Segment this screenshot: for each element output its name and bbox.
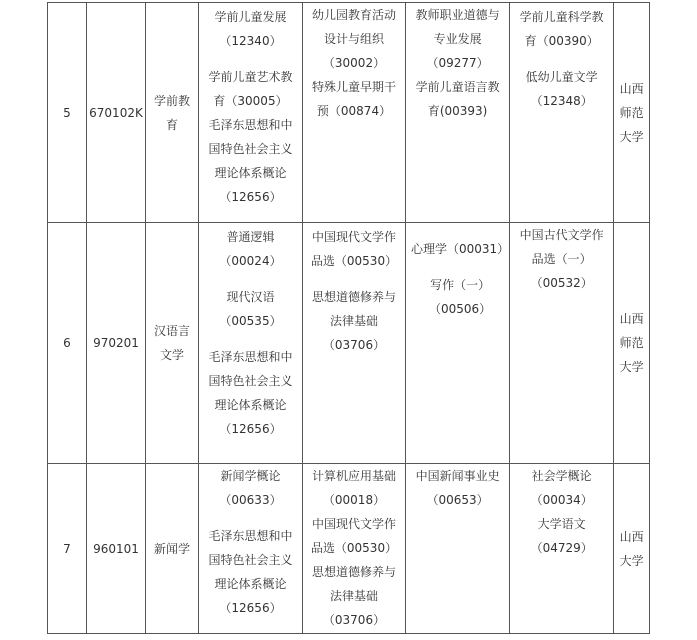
course-cell: 普通逻辑 （00024） 现代汉语 （00535） 毛泽东思想和中 国特色社会主义 理论体系概论 （12656）	[199, 223, 303, 464]
table-row	[48, 223, 650, 464]
row-number: 6	[48, 223, 87, 464]
major-code: 970201	[87, 223, 146, 464]
course-cell: 中国古代文学作 品选（一） （00532）	[510, 223, 614, 464]
row-number: 7	[48, 464, 87, 634]
major-code: 670102K	[87, 3, 146, 223]
course-cell: 教师职业道德与 专业发展 （09277） 学前儿童语言教 育(00393)	[406, 3, 510, 223]
course-cell: 学前儿童科学教 育（00390） 低幼儿童文学 （12348）	[510, 3, 614, 223]
major-code: 960101	[87, 464, 146, 634]
major-name: 汉语言 文学	[146, 223, 199, 464]
exam-plan-table	[47, 2, 650, 634]
course-cell: 新闻学概论 （00633） 毛泽东思想和中 国特色社会主义 理论体系概论 （12656）	[199, 464, 303, 634]
course-cell: 计算机应用基础 （00018） 中国现代文学作 品选（00530） 思想道德修养与 法律基础 （03706）	[303, 464, 406, 634]
course-cell: 心理学（00031） 写作（一） （00506）	[406, 223, 510, 464]
school-name: 山西 大学	[614, 464, 650, 634]
school-name: 山西 师范 大学	[614, 223, 650, 464]
table-row	[48, 3, 650, 223]
major-name: 学前教 育	[146, 3, 199, 223]
row-number: 5	[48, 3, 87, 223]
course-cell: 中国现代文学作 品选（00530） 思想道德修养与 法律基础 （03706）	[303, 223, 406, 464]
course-cell: 学前儿童发展 （12340） 学前儿童艺术教 育（30005） 毛泽东思想和中 国特色社会主义 理论体系概论 （12656）	[199, 3, 303, 223]
table-row	[48, 464, 650, 634]
course-cell: 社会学概论 （00034） 大学语文 （04729）	[510, 464, 614, 634]
course-cell: 幼儿园教育活动 设计与组织 （30002） 特殊儿童早期干 预（00874）	[303, 3, 406, 223]
school-name: 山西 师范 大学	[614, 3, 650, 223]
course-cell: 中国新闻事业史 （00653）	[406, 464, 510, 634]
major-name: 新闻学	[146, 464, 199, 634]
